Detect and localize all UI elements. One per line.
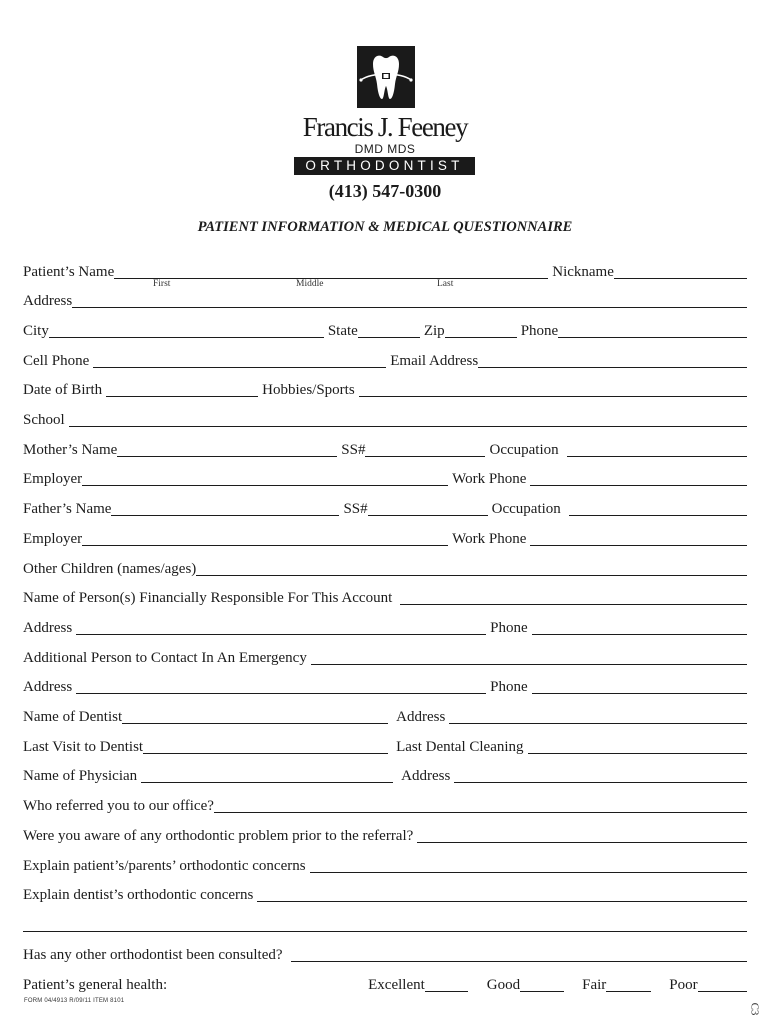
last-name-sublabel: Last [437,279,454,289]
other-children-row [23,559,747,579]
fair-field[interactable] [606,976,651,992]
father-occupation-field[interactable] [569,500,747,516]
dob-field[interactable] [106,381,258,397]
dentist-address-label: Address [396,709,446,725]
father-ss-label: SS# [343,501,368,517]
last-cleaning-label: Last Dental Cleaning [396,739,524,755]
fair-label: Fair [582,977,607,993]
physician-row [23,766,747,786]
cell-email-row [23,351,747,371]
emergency-phone-field[interactable] [532,678,747,694]
father-row [23,499,747,519]
emergency-contact-field[interactable] [311,649,747,665]
parents-concerns-field[interactable] [310,857,747,873]
other-orthodontist-field[interactable] [291,946,747,962]
nickname-field[interactable] [614,263,747,279]
email-label: Email Address [390,353,479,369]
aware-prior-label: Were you aware of any orthodontic problem prior to the referral? [23,828,414,844]
emergency-contact-label: Additional Person to Contact In An Emergency [23,650,307,666]
financial-row [23,588,747,608]
financial-phone-label: Phone [490,620,528,636]
father-work-phone-label: Work Phone [452,531,527,547]
dentist-label: Name of Dentist [23,709,123,725]
mother-occupation-field[interactable] [567,441,747,457]
physician-label: Name of Physician [23,768,138,784]
dentists-concerns-continuation-field[interactable] [23,916,747,932]
financial-address-field[interactable] [76,619,486,635]
father-ss-field[interactable] [368,500,488,516]
dentist-address-field[interactable] [449,708,747,724]
fathers-name-field[interactable] [111,500,339,516]
father-employer-field[interactable] [82,530,448,546]
aware-prior-row [23,826,747,846]
school-row [23,410,747,430]
mother-work-phone-label: Work Phone [452,471,527,487]
state-label: State [327,323,358,339]
zip-label: Zip [423,323,445,339]
city-field[interactable] [49,322,324,338]
last-visit-field[interactable] [143,738,388,754]
emergency-address-row [23,677,747,697]
mother-ss-label: SS# [341,442,366,458]
last-visit-label: Last Visit to Dentist [23,739,144,755]
cell-phone-label: Cell Phone [23,353,90,369]
general-health-label: Patient’s general health: [23,977,168,993]
patient-name-field[interactable] [114,263,548,279]
cell-phone-field[interactable] [93,352,386,368]
referred-by-label: Who referred you to our office? [23,798,214,814]
dob-label: Date of Birth [23,382,103,398]
financial-address-row [23,618,747,638]
parents-concerns-row [23,856,747,876]
poor-label: Poor [669,977,698,993]
first-name-sublabel: First [153,279,171,289]
other-children-label: Other Children (names/ages) [23,561,197,577]
poor-field[interactable] [698,976,747,992]
dentist-row [23,707,747,727]
physician-address-label: Address [401,768,451,784]
father-occupation-label: Occupation [491,501,561,517]
nickname-label: Nickname [552,264,614,280]
dentists-concerns-label: Explain dentist’s orthodontic concerns [23,887,254,903]
financially-responsible-label: Name of Person(s) Financially Responsible For This Account [23,590,393,606]
excellent-label: Excellent [368,977,425,993]
aware-prior-field[interactable] [417,827,747,843]
patient-name-label: Patient’s Name [23,264,115,280]
zip-field[interactable] [445,322,517,338]
office-phone: (413) 547-0300 [328,181,442,201]
brand-credentials: DMD MDS [354,142,416,156]
physician-field[interactable] [141,767,393,783]
emergency-address-field[interactable] [76,678,486,694]
hobbies-field[interactable] [359,381,747,397]
dentists-concerns-field[interactable] [257,886,747,902]
general-health-row [23,975,747,995]
emergency-row [23,648,747,668]
address-field[interactable] [72,292,747,308]
address-row [23,291,747,311]
mothers-name-field[interactable] [117,441,337,457]
address-label: Address [23,293,73,309]
father-employer-row [23,529,747,549]
father-work-phone-field[interactable] [530,530,747,546]
page-mark: C3 [748,1002,761,1016]
mother-work-phone-field[interactable] [530,470,747,486]
brand-profession: ORTHODONTIST [294,157,475,175]
mother-employer-field[interactable] [82,470,448,486]
school-label: School [23,412,65,428]
tooth-logo-icon [357,46,415,108]
phone-label: Phone [520,323,559,339]
financial-phone-field[interactable] [532,619,747,635]
dentist-field[interactable] [122,708,388,724]
referred-by-field[interactable] [214,797,747,813]
mothers-name-label: Mother’s Name [23,442,118,458]
city-label: City [23,323,49,339]
phone-field[interactable] [558,322,747,338]
last-cleaning-field[interactable] [528,738,747,754]
good-field[interactable] [520,976,564,992]
excellent-field[interactable] [425,976,468,992]
form-title: PATIENT INFORMATION & MEDICAL QUESTIONNAIRE [197,219,573,235]
father-employer-label: Employer [23,531,83,547]
mother-occupation-label: Occupation [489,442,559,458]
email-field[interactable] [478,352,747,368]
mother-employer-row [23,469,747,489]
patient-name-row [23,262,747,282]
other-orthodontist-row [23,945,747,965]
mother-employer-label: Employer [23,471,83,487]
dentists-concerns-continuation-row [23,915,747,935]
mother-row [23,440,747,460]
financially-responsible-field[interactable] [400,589,747,605]
hobbies-label: Hobbies/Sports [262,382,355,398]
other-children-field[interactable] [196,560,747,576]
referred-row [23,796,747,816]
form-code: FORM 04/4913 R/09/11 ITEM 8101 [24,998,125,1004]
emergency-address-label: Address [23,679,73,695]
dentists-concerns-row [23,885,747,905]
financial-address-label: Address [23,620,73,636]
mother-ss-field[interactable] [365,441,485,457]
emergency-phone-label: Phone [490,679,528,695]
dob-row [23,380,747,400]
middle-name-sublabel: Middle [296,279,324,289]
good-label: Good [486,977,521,993]
fathers-name-label: Father’s Name [23,501,112,517]
other-orthodontist-label: Has any other orthodontist been consulted? [23,947,283,963]
city-row [23,321,747,341]
physician-address-field[interactable] [454,767,747,783]
parents-concerns-label: Explain patient’s/parents’ orthodontic concerns [23,858,306,874]
school-field[interactable] [69,411,747,427]
state-field[interactable] [358,322,420,338]
last-visit-row [23,737,747,757]
brand-name: Francis J. Feeney [302,112,468,142]
